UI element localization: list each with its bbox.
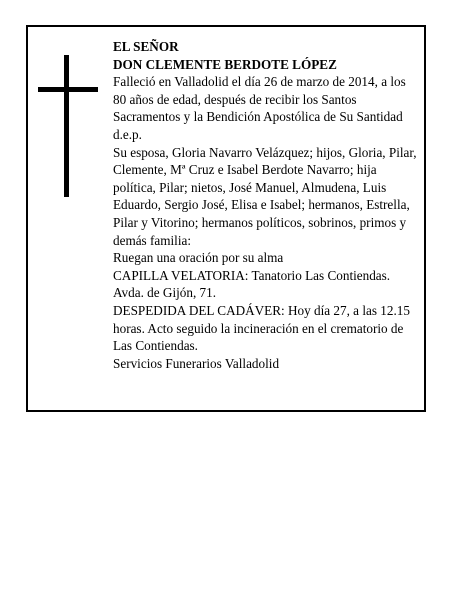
- cross-horizontal-bar: [38, 87, 98, 92]
- obituary-text: [113, 38, 418, 372]
- obituary-wake-location: CAPILLA VELATORIA: Tanatorio Las Contiendas. Avda. de Gijón, 71.: [113, 267, 391, 301]
- cross-vertical-bar: [64, 55, 69, 197]
- obituary-prayer-request: Ruegan una oración por su alma: [113, 250, 284, 266]
- obituary-funeral-service: Servicios Funerarios Valladolid: [113, 355, 280, 371]
- obituary-farewell-details: DESPEDIDA DEL CADÁVER: Hoy día 27, a las 12.15 horas. Acto seguido la incineración en el crematorio de Las Contiendas.: [113, 302, 410, 354]
- obituary-death-details: Falleció en Valladolid el día 26 de marzo de 2014, a los 80 años de edad, después de recibir los Santos Sacramentos y la Bendición Apostólica de Su Santidad d.e.p.: [113, 74, 406, 142]
- obituary-title-line1: EL SEÑOR: [113, 39, 179, 54]
- obituary-deceased-name: DON CLEMENTE BERDOTE LÓPEZ: [113, 56, 337, 72]
- latin-cross-icon: [38, 55, 98, 197]
- obituary-family-list: Su esposa, Gloria Navarro Velázquez; hijos, Gloria, Pilar, Clemente, Mª Cruz e Isabel Berdote Navarro; hija política, Pilar; nietos, José Manuel, Almudena, Luis Eduardo, Sergio José, Elisa e Isabel; hermanos, Estrella, Pilar y Vitorino; hermanos políticos, sobrinos, primos y demás familia:: [113, 144, 417, 248]
